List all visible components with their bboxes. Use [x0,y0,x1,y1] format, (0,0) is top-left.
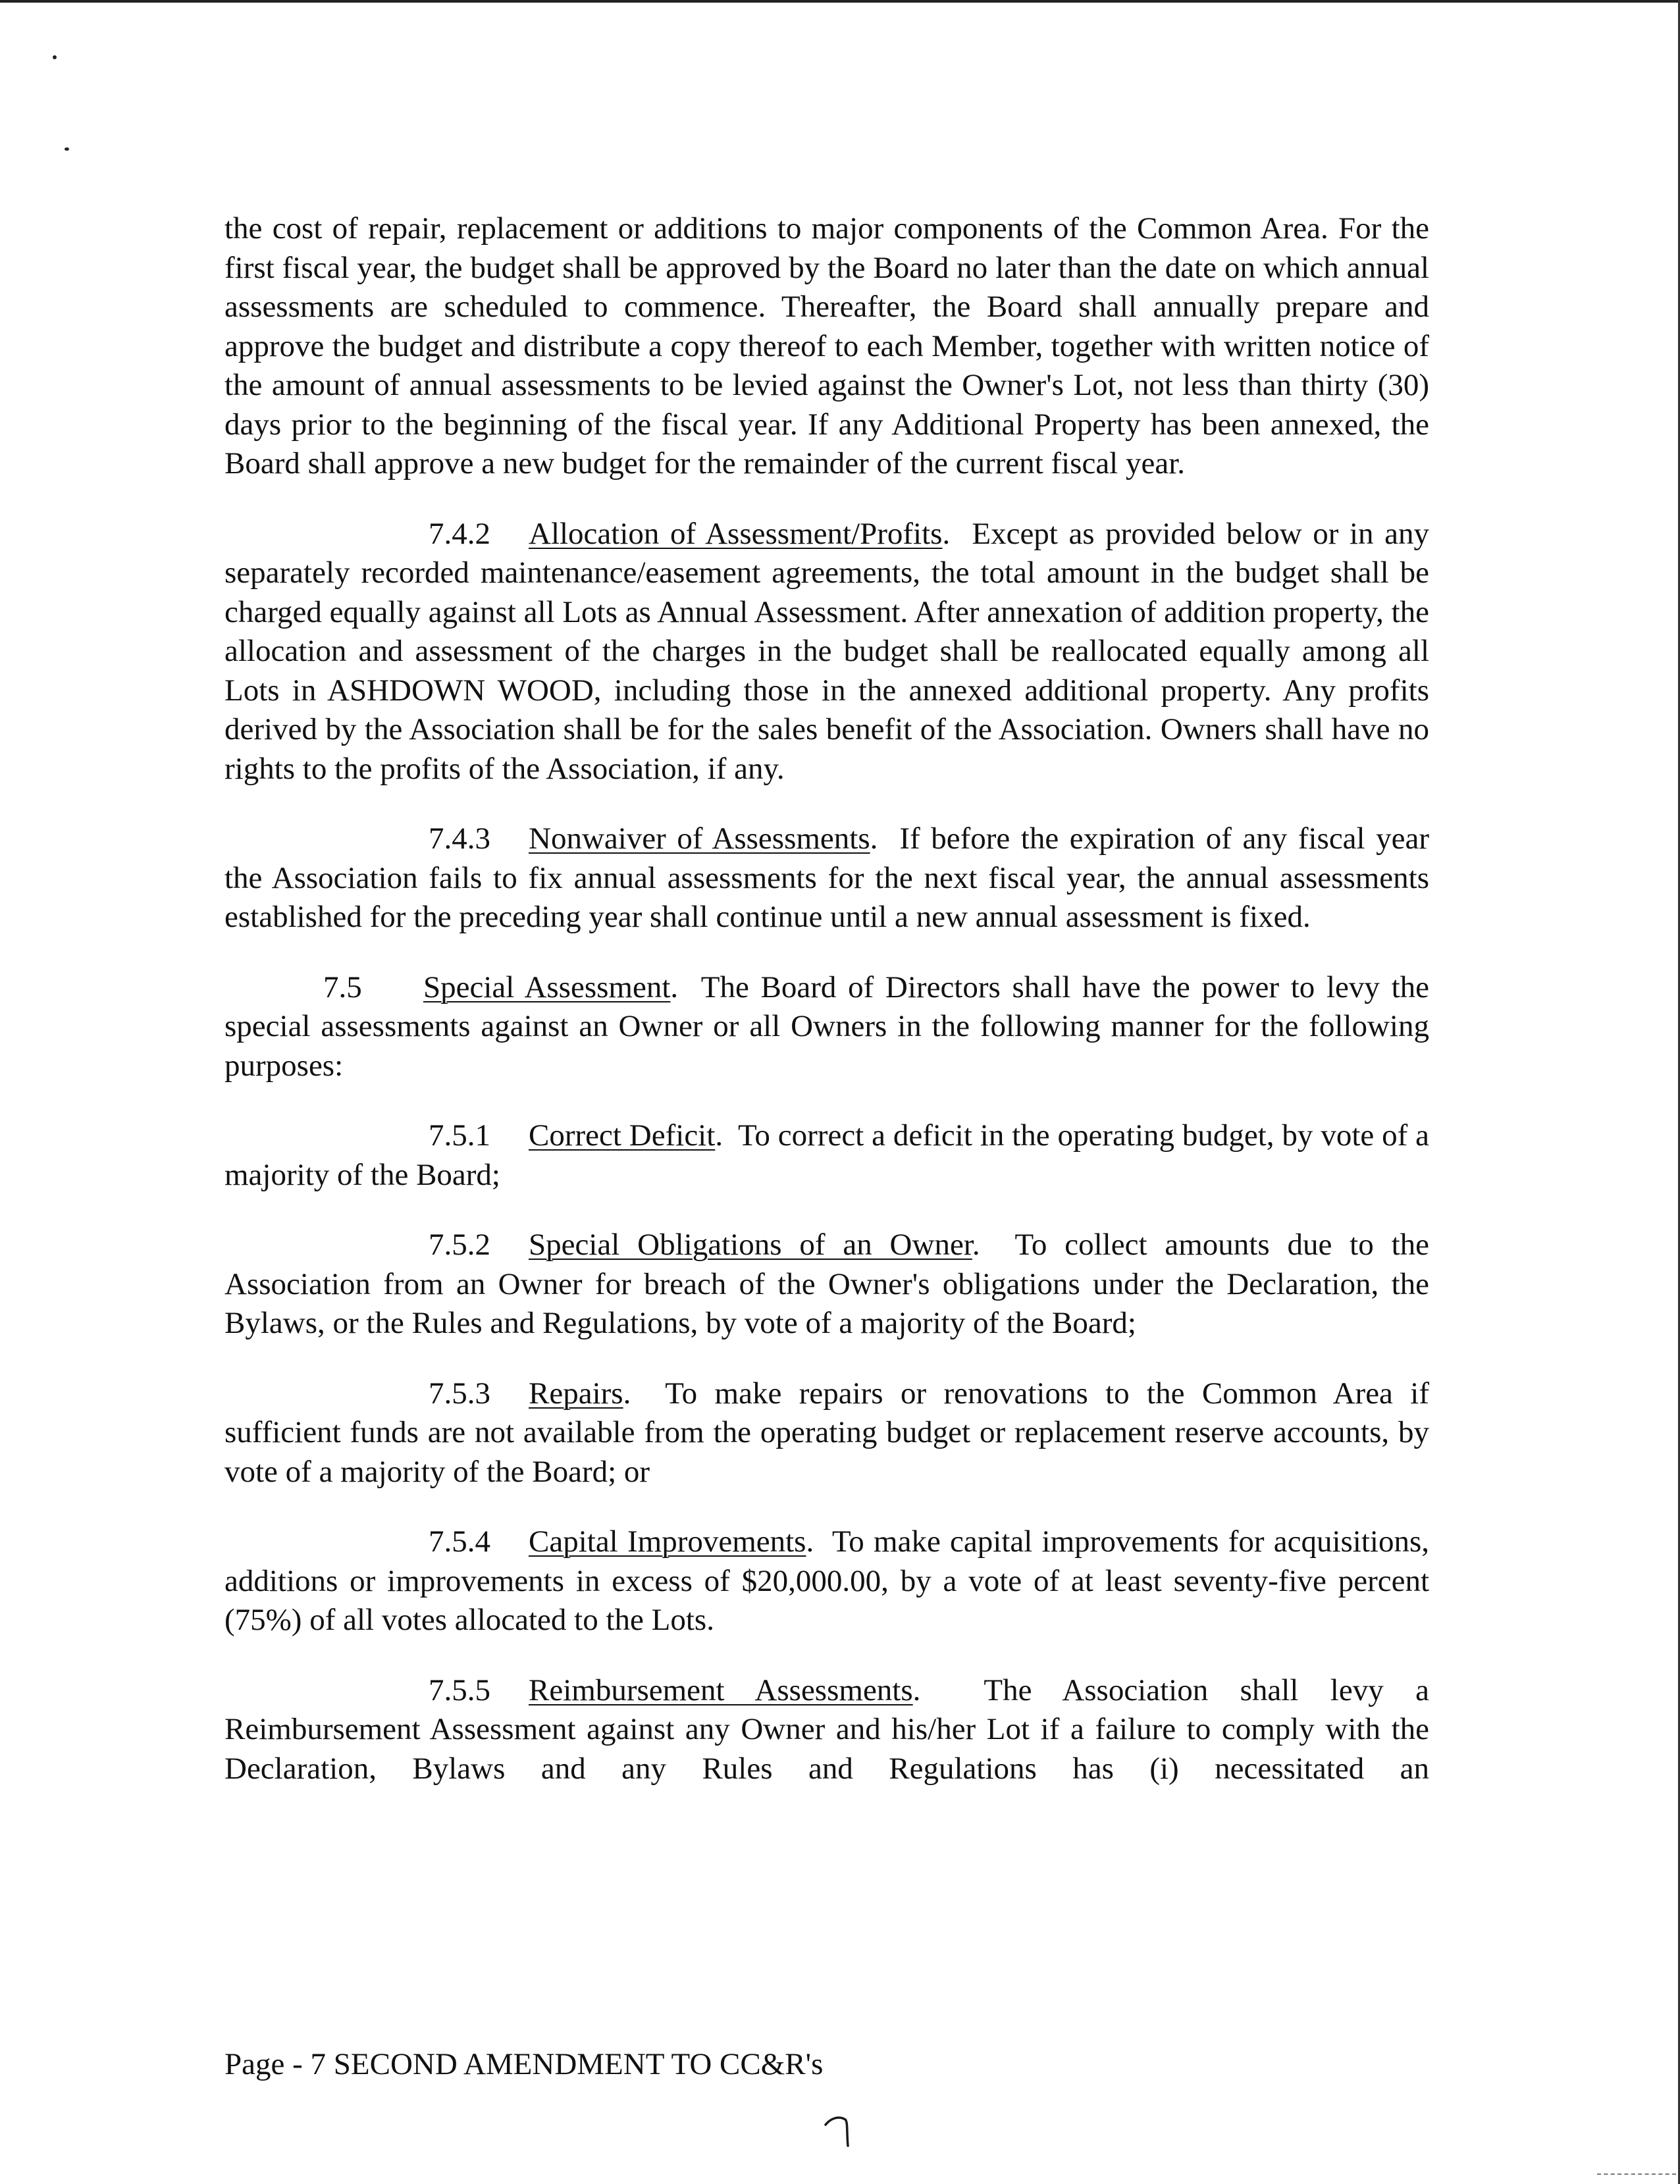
section-text: Except as provided below or in any separately recorded maintenance/easement agreements, the total amount in the budget shall be charged equally against all Lots as Annual Assessment. After annexation of addition property, the allocation and assessment of the charges in the budget shall be reallocated equally among all Lots in ASHDOWN WOOD, including those in the annexed additional property. Any profits derived by the Association shall be for the sales benefit of the Association. Owners shall have no rights to the profits of the Association, if any. [224,516,1429,786]
section-text: To correct a deficit in the operating budget, by vote of a majority of the Board; [224,1118,1430,1192]
section-number: 7.5.1 [429,1118,490,1153]
section-text: To make repairs or renovations to the Common Area if sufficient funds are not available from the operating budget or replacement reserve accounts, by vote of a majority of the Board; or [224,1376,1429,1489]
section-7-5: 7.5 Special Assessment. The Board of Directors shall have the power to levy the special assessments against an Owner or all Owners in the following manner for the following purposes: [224,968,1429,1086]
section-number: 7.5.2 [429,1228,490,1262]
handwritten-page-number [822,2112,861,2151]
section-7-4-3: 7.4.3 Nonwaiver of Assessments. If before the expiration of any fiscal year the Association fails to fix annual assessments for the next fiscal year, the annual assessments established for the preceding year shall continue until a new annual assessment is fixed. [224,819,1429,937]
section-heading: Nonwaiver of Assessments [529,821,870,856]
scan-border-top [0,0,1680,3]
budget-continuation-paragraph: the cost of repair, replacement or additions to major components of the Common Area. For the first fiscal year, the budget shall be approved by the Board no later than the date on which annual assessments are scheduled to commence. Thereafter, the Board shall annually prepare and approve the budget and distribute a copy thereof to each Member, together with written notice of the amount of annual assessments to be levied against the Owner's Lot, not less than thirty (30) days prior to the beginning of the fiscal year. If any Additional Property has been annexed, the Board shall approve a new budget for the remainder of the current fiscal year. [224,211,1429,481]
section-7-5-4: 7.5.4 Capital Improvements. To make capital improvements for acquisitions, additions or improvements in excess of $20,000.00, by a vote of at least seventy-five percent (75%) of all votes allocated to the Lots. [224,1522,1429,1640]
section-text: To make capital improvements for acquisitions, additions or improvements in excess of $20,000.00, by a vote of at least seventy-five percent (75%) of all votes allocated to the Lots. [224,1524,1430,1637]
section-number: 7.5.3 [429,1376,490,1411]
section-heading: Repairs [529,1376,623,1411]
document-body [224,209,1429,1788]
scan-speck [53,55,57,59]
scan-edge-dashes [1597,2173,1676,2176]
section-text: The Association shall levy a Reimbursement Assessment against any Owner and his/her Lot if a failure to comply with the Declaration, Bylaws and any Rules and Regulations has (i) necessitated an [224,1673,1430,1786]
section-heading: Correct Deficit [529,1118,716,1153]
section-text: The Board of Directors shall have the power to levy the special assessments against an Owner or all Owners in the following manner for the following purposes: [224,970,1430,1083]
page-footer: Page - 7 SECOND AMENDMENT TO CC&R's [224,2047,824,2081]
section-7-4-2: 7.4.2 Allocation of Assessment/Profits. Except as provided below or in any separately recorded maintenance/easement agreements, the total amount in the budget shall be charged equally against all Lots as Annual Assessment. After annexation of addition property, the allocation and assessment of the charges in the budget shall be reallocated equally among all Lots in ASHDOWN WOOD, including those in the annexed additional property. Any profits derived by the Association shall be for the sales benefit of the Association. Owners shall have no rights to the profits of the Association, if any. [224,515,1429,789]
section-number: 7.5 [323,970,362,1004]
scan-speck [65,147,69,151]
section-heading: Allocation of Assessment/Profits [529,516,943,551]
section-number: 7.4.2 [429,516,490,551]
section-7-5-5: 7.5.5 Reimbursement Assessments. The Association shall levy a Reimbursement Assessment against any Owner and his/her Lot if a failure to comply with the Declaration, Bylaws and any Rules and Regulations has (i) necessitated an [224,1671,1429,1789]
section-heading: Special Assessment [423,970,671,1004]
section-7-5-3: 7.5.3 Repairs. To make repairs or renovations to the Common Area if sufficient funds are not available from the operating budget or replacement reserve accounts, by vote of a majority of the Board; or [224,1374,1429,1492]
section-number: 7.5.5 [429,1673,490,1707]
section-number: 7.5.4 [429,1524,490,1559]
section-text: To collect amounts due to the Association from an Owner for breach of the Owner's obligations under the Declaration, the Bylaws, or the Rules and Regulations, by vote of a majority of the Board; [224,1228,1430,1340]
section-heading: Capital Improvements [529,1524,806,1559]
section-heading: Reimbursement Assessments [529,1673,913,1707]
section-heading: Special Obligations of an Owner [529,1228,972,1262]
section-text: If before the expiration of any fiscal year the Association fails to fix annual assessments for the next fiscal year, the annual assessments established for the preceding year shall continue until a new annual assessment is fixed. [224,821,1429,934]
section-7-5-2: 7.5.2 Special Obligations of an Owner. To collect amounts due to the Association from an Owner for breach of the Owner's obligations under the Declaration, the Bylaws, or the Rules and Regulations, by vote of a majority of the Board; [224,1226,1429,1343]
section-7-5-1: 7.5.1 Correct Deficit. To correct a deficit in the operating budget, by vote of a majority of the Board; [224,1116,1429,1195]
section-number: 7.4.3 [429,821,490,856]
